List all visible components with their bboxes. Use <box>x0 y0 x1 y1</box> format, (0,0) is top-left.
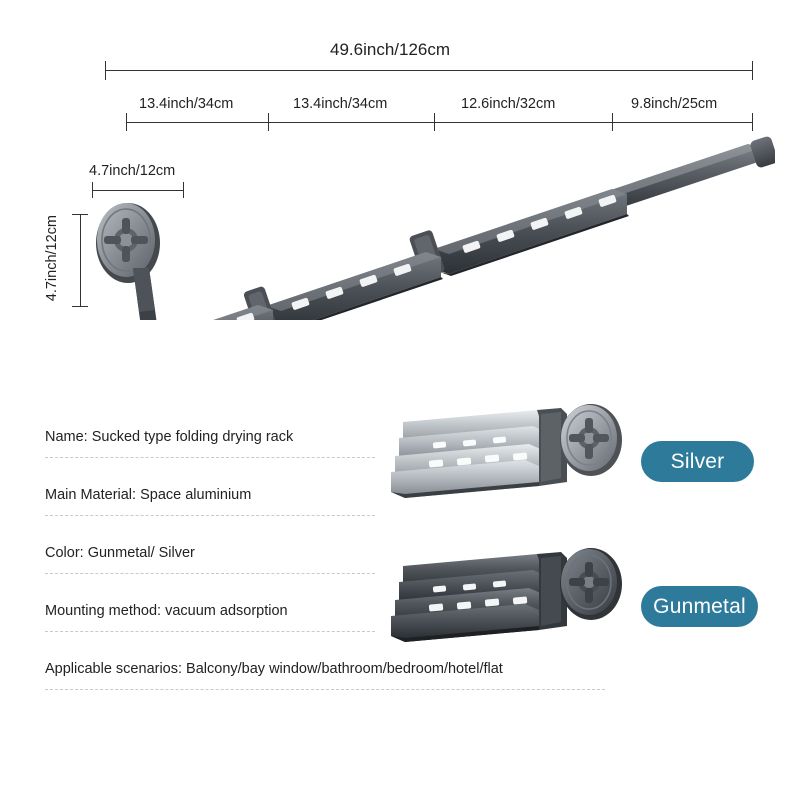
segment-2-label: 13.4inch/34cm <box>293 96 388 112</box>
spec-divider <box>45 515 375 516</box>
segment-4-label: 9.8inch/25cm <box>631 96 718 112</box>
overall-dimension-tick-right <box>752 61 753 80</box>
segment-tick-3 <box>612 113 613 131</box>
spec-divider <box>45 689 605 690</box>
segment-dimension-line <box>126 122 752 123</box>
spec-name: Name: Sucked type folding drying rack <box>45 429 294 445</box>
spec-item <box>45 602 375 632</box>
segment-tick-0 <box>126 113 127 131</box>
rack-folded-silver-illustration <box>385 404 625 514</box>
segment-tick-2 <box>434 113 435 131</box>
spec-scenarios: Applicable scenarios: Balcony/bay window/bathroom/bedroom/hotel/flat <box>45 661 503 678</box>
spec-color: Color: Gunmetal/ Silver <box>45 545 195 562</box>
variant-badge-gunmetal[interactable] <box>641 586 758 627</box>
overall-dimension-line <box>105 70 753 71</box>
segment-1-label: 13.4inch/34cm <box>139 96 234 112</box>
segment-3-label: 12.6inch/32cm <box>461 96 556 112</box>
spec-divider <box>45 457 375 458</box>
spec-item <box>45 544 375 574</box>
spec-material: Main Material: Space aluminium <box>45 487 252 504</box>
spec-item <box>45 660 605 690</box>
spec-item <box>45 486 375 516</box>
drying-rack-extended-illustration <box>85 130 775 320</box>
bracket-height-line <box>80 214 81 306</box>
rack-folded-gunmetal-illustration <box>385 548 625 658</box>
segment-tick-1 <box>268 113 269 131</box>
specification-list <box>45 428 503 718</box>
variant-badge-silver-label: Silver <box>670 449 725 473</box>
bracket-width-label: 4.7inch/12cm <box>89 163 176 179</box>
spec-item <box>45 428 375 458</box>
overall-length-label: 49.6inch/126cm <box>330 40 451 59</box>
spec-divider <box>45 631 375 632</box>
variant-badge-gunmetal-label: Gunmetal <box>653 594 746 618</box>
bracket-height-label: 4.7inch/12cm <box>44 215 60 302</box>
variant-badge-silver[interactable] <box>641 441 754 482</box>
overall-dimension-tick-left <box>105 61 106 80</box>
spec-divider <box>45 573 375 574</box>
segment-tick-4 <box>752 113 753 131</box>
spec-mounting: Mounting method: vacuum adsorption <box>45 603 288 620</box>
